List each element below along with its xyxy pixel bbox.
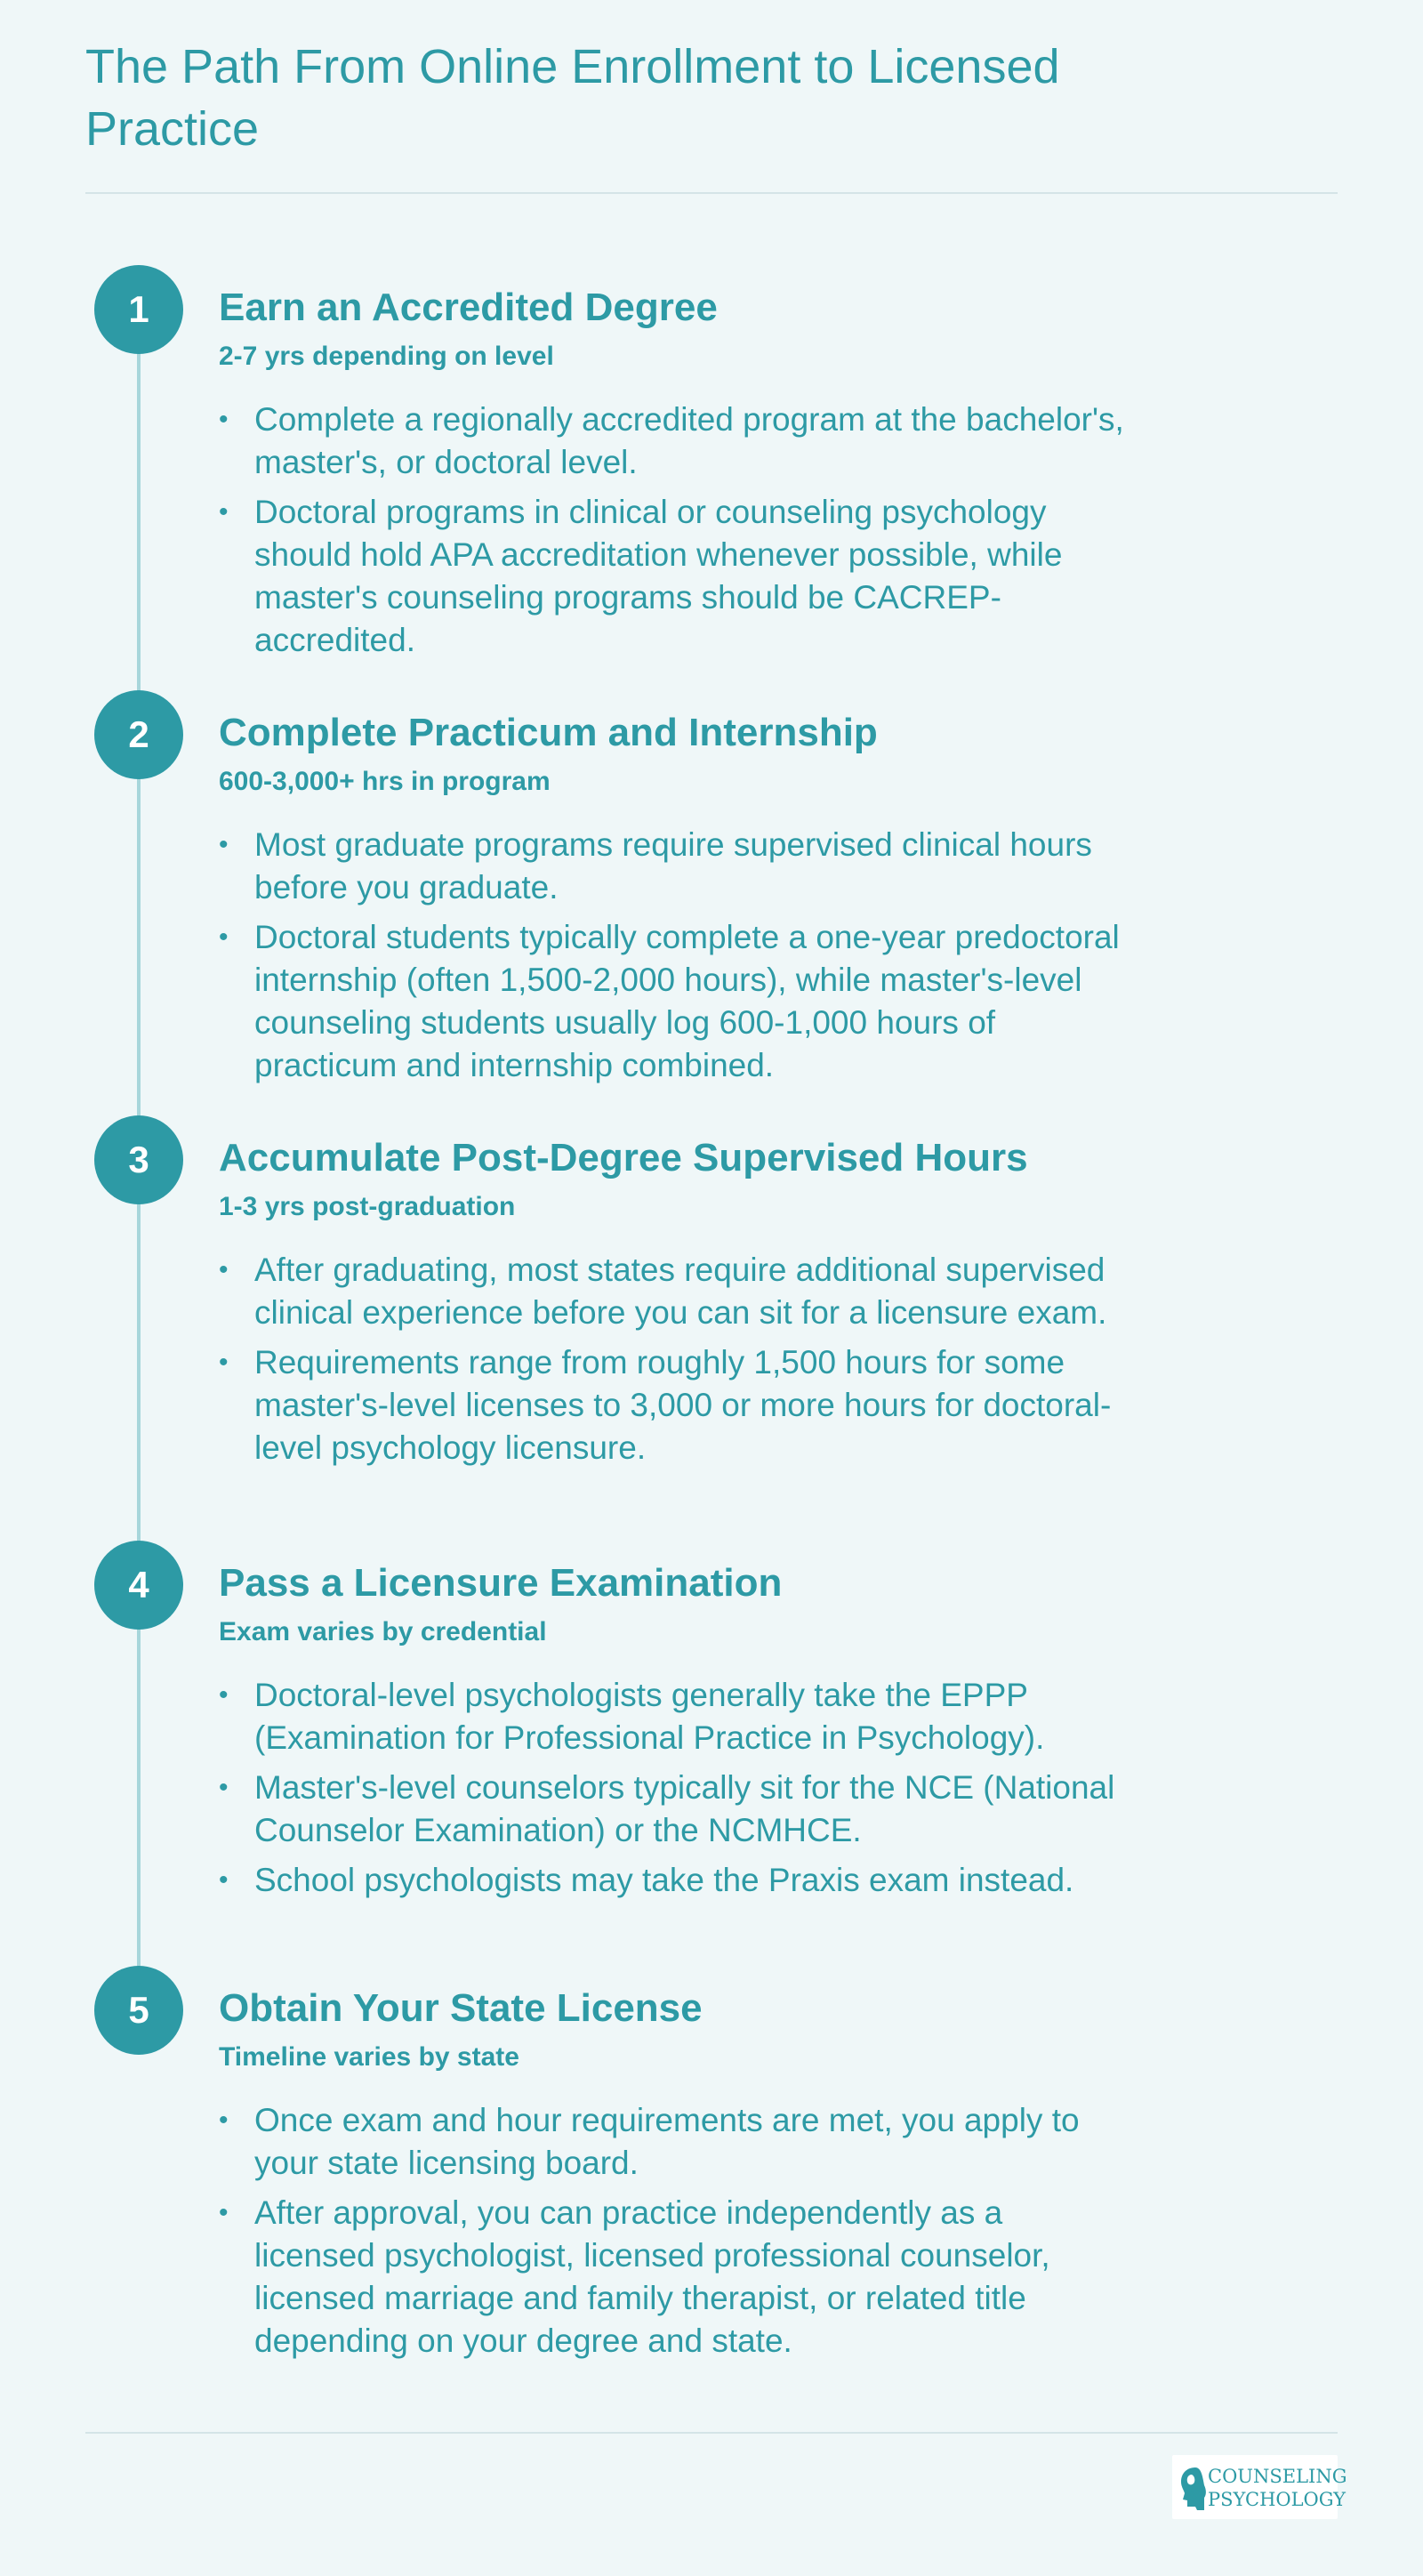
head-profile-icon	[1178, 2464, 1208, 2512]
step-duration: 1-3 yrs post-graduation	[219, 1192, 516, 1221]
step-bullet-list	[219, 2099, 1126, 2370]
step-bullet: • Requirements range from roughly 1,500 hours for some master's-level licenses to 3,000 or more hours for doctoral-level psychology licensure.	[219, 1341, 1126, 1469]
step-title: Earn an Accredited Degree	[219, 286, 718, 329]
step-bullet: • Doctoral programs in clinical or counseling psychology should hold APA accreditation whenever possible, while master's counseling programs should be CACREP-accredited.	[219, 491, 1126, 662]
step-bullet: • After graduating, most states require additional supervised clinical experience before you can sit for a licensure exam.	[219, 1249, 1126, 1334]
step-bullet: • Doctoral students typically complete a one-year predoctoral internship (often 1,500-2,000 hours), while master's-level counseling students usually log 600-1,000 hours of practicum and internship combined.	[219, 916, 1126, 1087]
step-bullet: • Most graduate programs require supervised clinical hours before you graduate.	[219, 824, 1126, 909]
logo-text-line2: PSYCHOLOGY	[1208, 2489, 1347, 2510]
step-bullet-list	[219, 1249, 1126, 1477]
step-title: Obtain Your State License	[219, 1986, 703, 2030]
step-bullet: • Master's-level counselors typically sit for the NCE (National Counselor Examination) or the NCMHCE.	[219, 1767, 1126, 1852]
step-title: Accumulate Post-Degree Supervised Hours	[219, 1136, 1028, 1179]
step-number-badge: 1	[94, 265, 183, 354]
bottom-divider	[85, 2432, 1338, 2434]
step-bullet: • After approval, you can practice independently as a licensed psychologist, licensed professional counselor, licensed marriage and family therapist, or related title depending on your degree and state.	[219, 2192, 1126, 2363]
step-bullet: • Once exam and hour requirements are met, you apply to your state licensing board.	[219, 2099, 1126, 2185]
step-bullet: • Doctoral-level psychologists generally take the EPPP (Examination for Professional Practice in Psychology).	[219, 1674, 1126, 1759]
top-divider	[85, 192, 1338, 194]
step-bullet: • School psychologists may take the Praxis exam instead.	[219, 1859, 1126, 1902]
step-duration: Exam varies by credential	[219, 1617, 547, 1646]
step-number-badge: 4	[94, 1541, 183, 1630]
step-bullet-list	[219, 824, 1126, 1094]
page-title: The Path From Online Enrollment to Licensed Practice	[85, 40, 1060, 156]
step-bullet-list	[219, 398, 1126, 669]
logo-text-line1: COUNSELING	[1208, 2466, 1347, 2487]
step-title: Complete Practicum and Internship	[219, 711, 878, 754]
step-number-badge: 2	[94, 690, 183, 779]
step-duration: 600-3,000+ hrs in program	[219, 767, 551, 796]
counseling-psychology-logo	[1172, 2455, 1347, 2519]
step-duration: 2-7 yrs depending on level	[219, 342, 554, 371]
step-bullet: • Complete a regionally accredited program at the bachelor's, master's, or doctoral level.	[219, 398, 1126, 484]
step-bullet-list	[219, 1674, 1126, 1909]
step-duration: Timeline varies by state	[219, 2042, 519, 2072]
step-number-badge: 5	[94, 1966, 183, 2055]
step-number-badge: 3	[94, 1115, 183, 1204]
step-title: Pass a Licensure Examination	[219, 1561, 783, 1605]
